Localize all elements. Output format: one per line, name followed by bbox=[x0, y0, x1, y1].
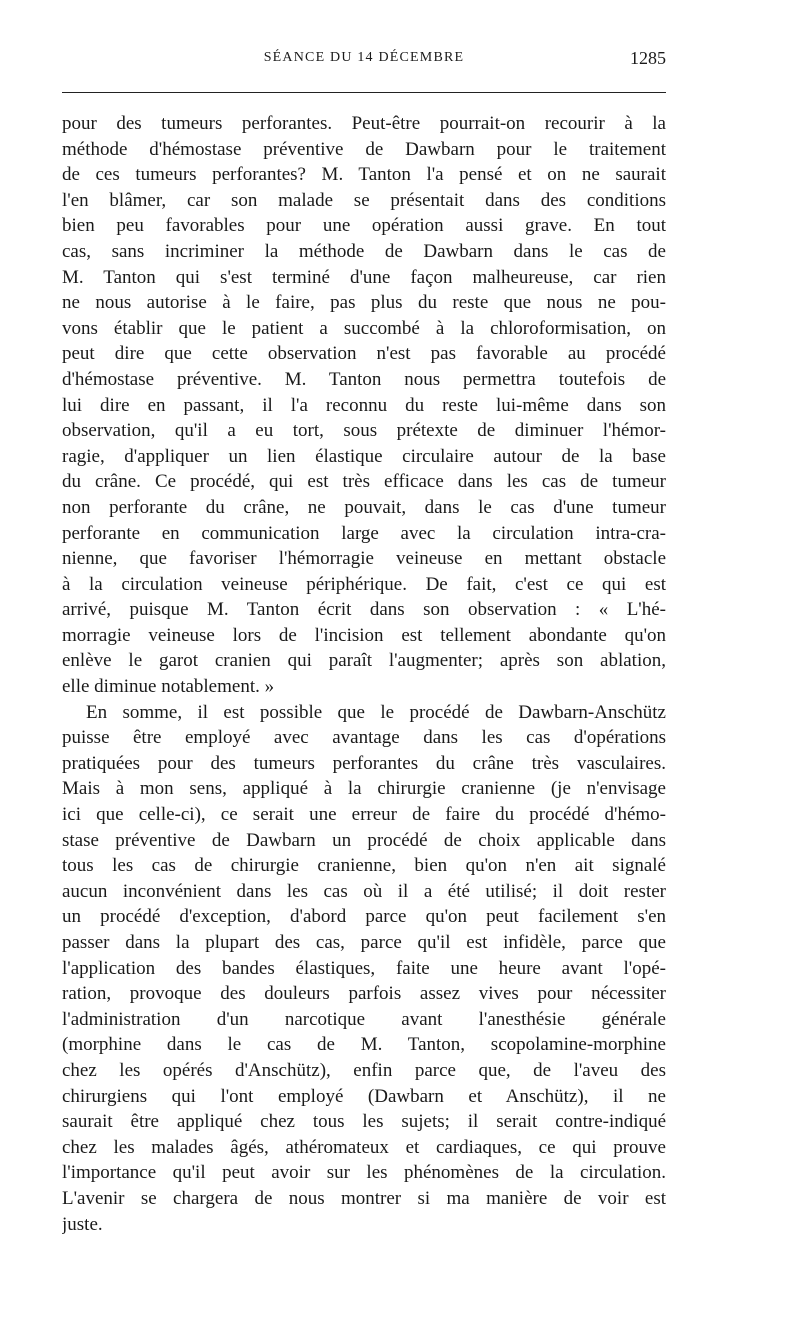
running-head: SÉANCE DU 14 DÉCEMBRE bbox=[263, 50, 465, 65]
text-line: nienne, que favoriser l'hémorragie veineuse en mettant obstacle bbox=[62, 548, 666, 570]
page-number: 1285 bbox=[630, 48, 666, 68]
text-line: méthode d'hémostase préventive de Dawbarn pour le traitement bbox=[62, 138, 666, 160]
text-line: chez les opérés d'Anschütz), enfin parce que, de l'aveu des bbox=[62, 1059, 666, 1081]
text-line: chez les malades âgés, athéromateux et cardiaques, ce qui prouve bbox=[62, 1136, 666, 1158]
text-line: non perforante du crâne, ne pouvait, dans le cas d'une tumeur bbox=[62, 496, 666, 518]
text-line: stase préventive de Dawbarn un procédé de choix applicable dans bbox=[62, 829, 666, 851]
text-line: observation, qu'il a eu tort, sous prétexte de diminuer l'hémor- bbox=[62, 420, 666, 442]
text-line: d'hémostase préventive. M. Tanton nous permettra toutefois de bbox=[62, 368, 666, 390]
text-line: ration, provoque des douleurs parfois assez vives pour nécessiter bbox=[62, 983, 666, 1005]
text-line: L'avenir se chargera de nous montrer si ma manière de voir est bbox=[62, 1187, 666, 1209]
text-line: chirurgiens qui l'ont employé (Dawbarn et Anschütz), il ne bbox=[62, 1085, 666, 1107]
body-text bbox=[62, 111, 666, 1237]
page-header bbox=[62, 50, 666, 74]
text-line: à la circulation veineuse périphérique. De fait, c'est ce qui est bbox=[62, 573, 666, 595]
text-line: pratiquées pour des tumeurs perforantes du crâne très vasculaires. bbox=[62, 752, 666, 774]
text-line: tous les cas de chirurgie cranienne, bien qu'on n'en ait signalé bbox=[62, 855, 666, 877]
text-line: du crâne. Ce procédé, qui est très efficace dans les cas de tumeur bbox=[62, 471, 666, 493]
header-rule bbox=[62, 92, 666, 93]
text-line: pour des tumeurs perforantes. Peut-être pourrait-on recourir à la bbox=[62, 113, 666, 134]
text-line: de ces tumeurs perforantes? M. Tanton l'a pensé et on ne saurait bbox=[62, 164, 666, 186]
text-line: M. Tanton qui s'est terminé d'une façon malheureuse, car rien bbox=[62, 266, 666, 288]
text-line: enlève le garot cranien qui paraît l'augmenter; après son ablation, bbox=[62, 650, 666, 672]
text-line: perforante en communication large avec la circulation intra-cra- bbox=[62, 522, 666, 544]
text-line: l'en blâmer, car son malade se présentait dans des conditions bbox=[62, 189, 666, 211]
paragraph-end-line: elle diminue notablement. » bbox=[62, 676, 275, 698]
text-line: ragie, d'appliquer un lien élastique circulaire autour de la base bbox=[62, 445, 666, 467]
text-line: morragie veineuse lors de l'incision est tellement abondante qu'on bbox=[62, 624, 666, 646]
paragraph-end-line: juste. bbox=[62, 1213, 103, 1235]
text-line: lui dire en passant, il l'a reconnu du reste lui-même dans son bbox=[62, 394, 666, 416]
paragraph-start-line: En somme, il est possible que le procédé de Dawbarn-Anschütz bbox=[86, 701, 666, 723]
text-line: un procédé d'exception, d'abord parce qu'on peut facilement s'en bbox=[62, 906, 666, 928]
text-line: Mais à mon sens, appliqué à la chirurgie cranienne (je n'envisage bbox=[62, 778, 666, 800]
text-line: ici que celle-ci), ce serait une erreur de faire du procédé d'hémo- bbox=[62, 804, 666, 826]
text-line: puisse être employé avec avantage dans les cas d'opérations bbox=[62, 727, 666, 749]
text-line: ne nous autorise à le faire, pas plus du reste que nous ne pou- bbox=[62, 292, 666, 314]
text-line: aucun inconvénient dans les cas où il a été utilisé; il doit rester bbox=[62, 880, 666, 902]
text-line: arrivé, puisque M. Tanton écrit dans son observation : « L'hé- bbox=[62, 599, 666, 621]
text-line: l'application des bandes élastiques, faite une heure avant l'opé- bbox=[62, 957, 666, 979]
text-line: l'importance qu'il peut avoir sur les phénomènes de la circulation. bbox=[62, 1162, 666, 1184]
text-line: (morphine dans le cas de M. Tanton, scopolamine-morphine bbox=[62, 1034, 666, 1056]
text-line: bien peu favorables pour une opération aussi grave. En tout bbox=[62, 215, 666, 237]
text-line: peut dire que cette observation n'est pas favorable au procédé bbox=[62, 343, 666, 365]
text-line: l'administration d'un narcotique avant l'anesthésie générale bbox=[62, 1008, 666, 1030]
text-line: passer dans la plupart des cas, parce qu'il est infidèle, parce que bbox=[62, 932, 666, 953]
text-line: saurait être appliqué chez tous les sujets; il serait contre-indiqué bbox=[62, 1111, 666, 1133]
text-line: cas, sans incriminer la méthode de Dawbarn dans le cas de bbox=[62, 240, 666, 262]
text-line: vons établir que le patient a succombé à la chloroformisation, on bbox=[62, 317, 666, 339]
